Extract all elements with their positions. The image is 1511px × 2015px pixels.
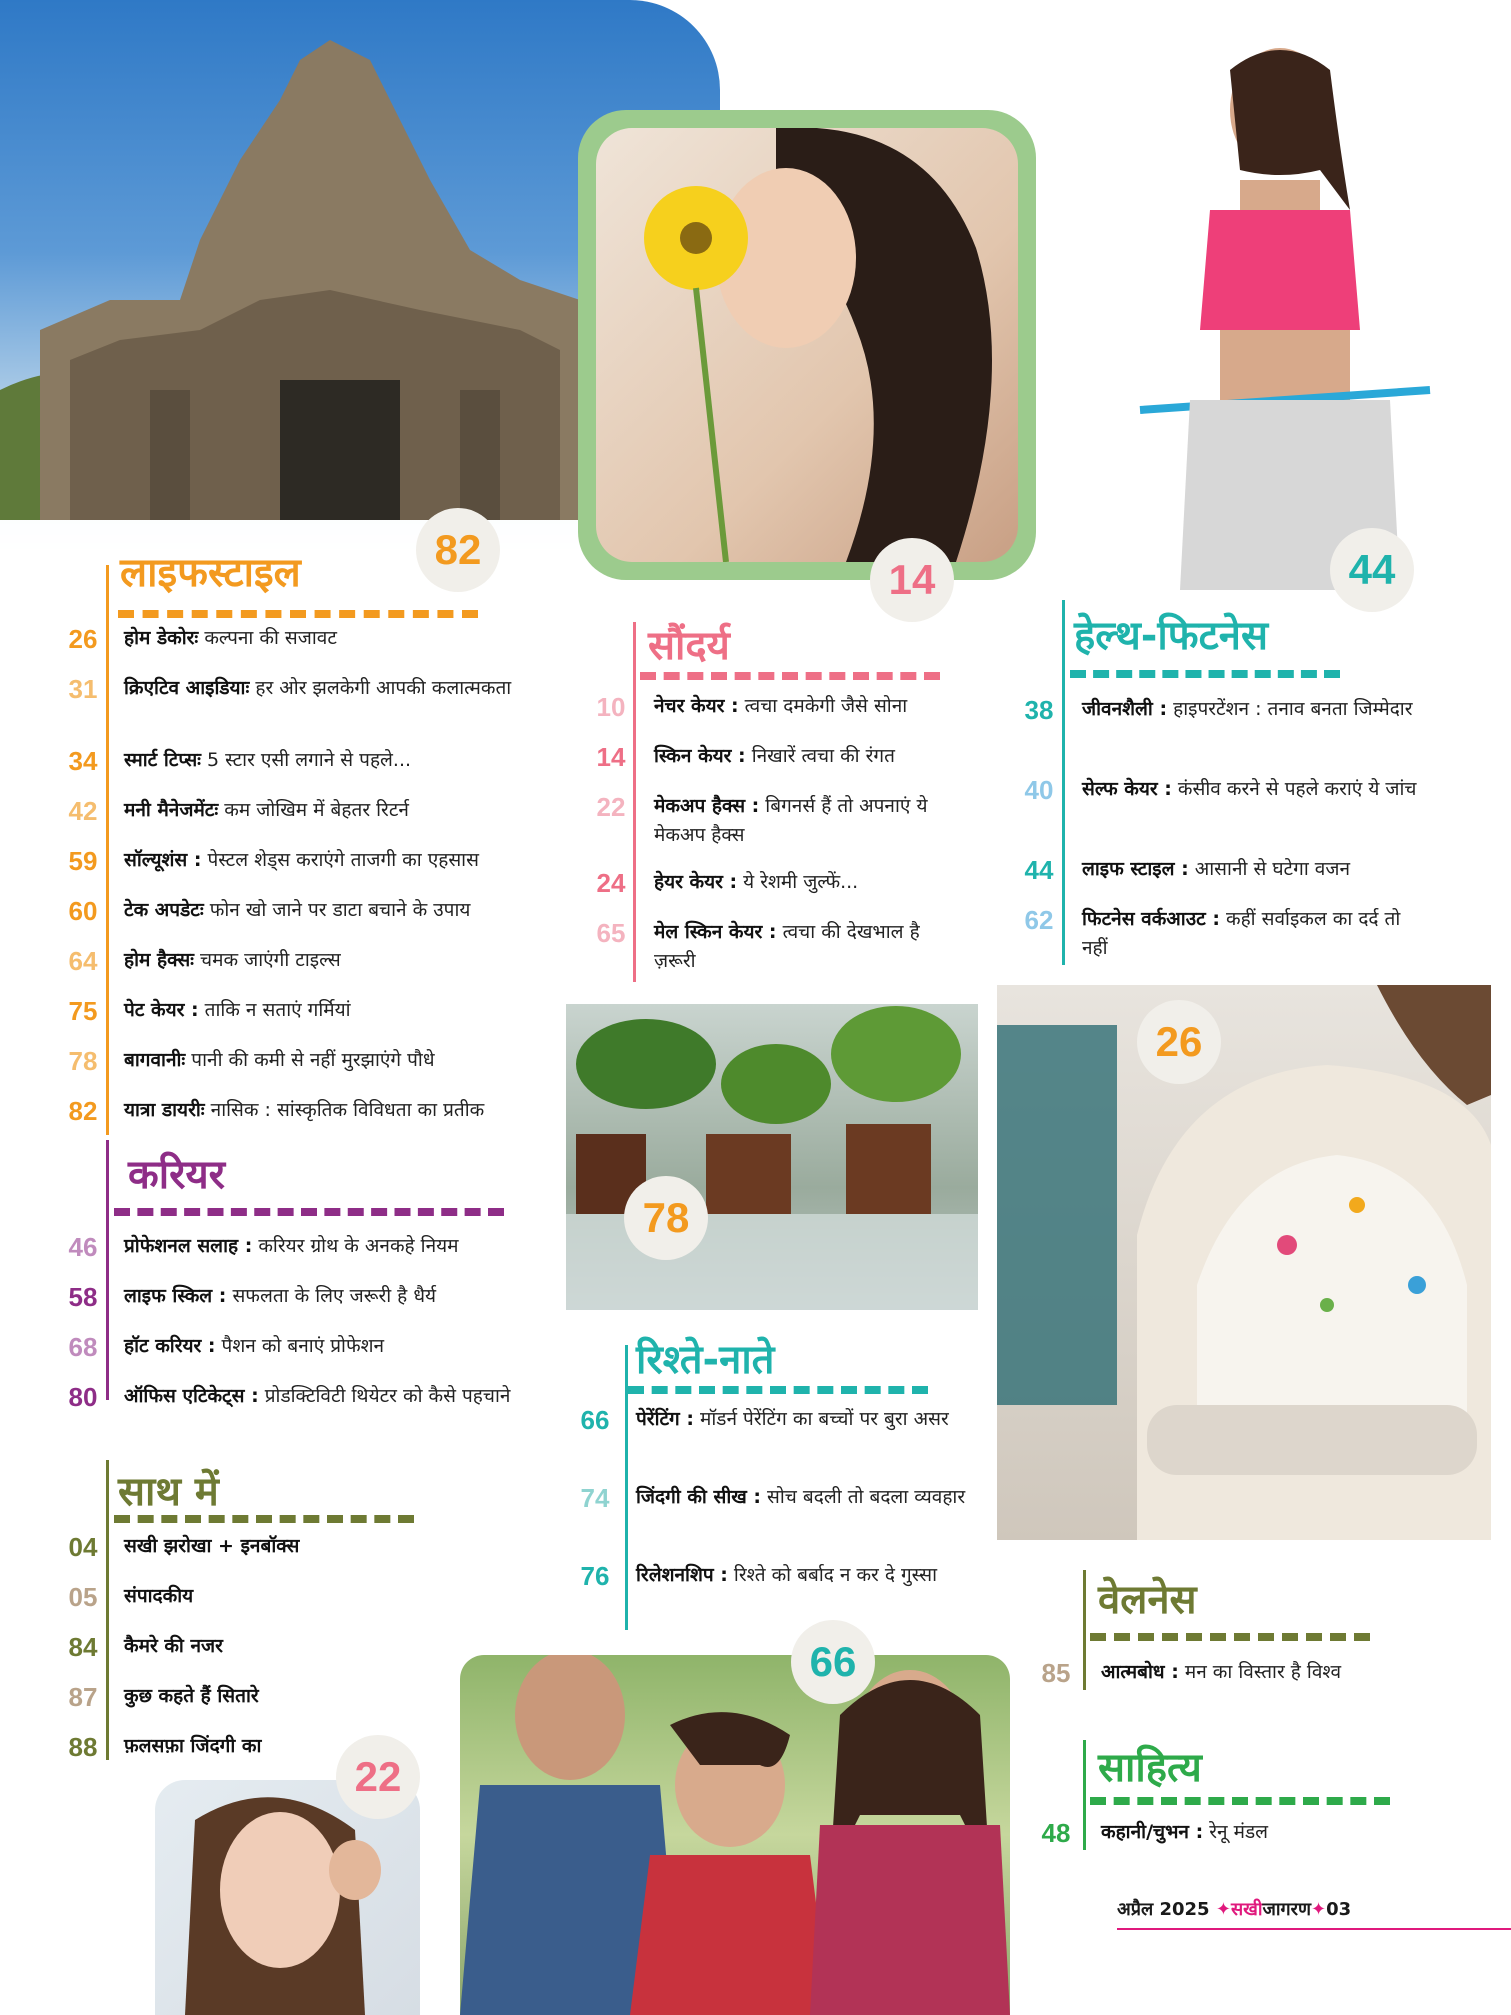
entry-text: रेनू मंडल bbox=[1203, 1821, 1269, 1843]
page-number: 84 bbox=[68, 1632, 98, 1662]
entry-label: स्किन केयर : bbox=[654, 745, 746, 767]
page-number: 60 bbox=[68, 896, 98, 926]
entry-label: ऑफिस एटिकेट्स : bbox=[124, 1385, 259, 1407]
footer-brand-rest: जागरण bbox=[1262, 1899, 1312, 1920]
page-number: 76 bbox=[580, 1561, 610, 1591]
toc-entry[interactable] bbox=[60, 846, 560, 896]
career-divider bbox=[114, 1208, 504, 1216]
bedroom-page-badge: 26 bbox=[1137, 1000, 1221, 1084]
entry-label: रिलेशनशिप : bbox=[636, 1564, 728, 1586]
page-number: 14 bbox=[596, 742, 626, 772]
page-number: 68 bbox=[68, 1332, 98, 1362]
beauty-page-badge: 14 bbox=[870, 538, 954, 622]
star-icon: ✦ bbox=[1215, 1899, 1231, 1920]
page-footer bbox=[1117, 1897, 1351, 1921]
page-number: 62 bbox=[1024, 905, 1054, 935]
bedroom-photo bbox=[997, 985, 1491, 1540]
toc-entry[interactable] bbox=[60, 1332, 560, 1382]
page-number: 58 bbox=[68, 1282, 98, 1312]
entry-label: मेकअप हैक्स : bbox=[654, 795, 760, 817]
page-number: 48 bbox=[1041, 1818, 1071, 1848]
makeup-page-badge: 22 bbox=[336, 1735, 420, 1819]
page-number: 64 bbox=[68, 946, 98, 976]
temple-page-badge: 82 bbox=[416, 508, 500, 592]
toc-entry[interactable] bbox=[60, 1532, 560, 1582]
entry-text: कहीं सर्वाइकल का दर्द तो नहीं bbox=[1082, 908, 1401, 959]
page-number: 22 bbox=[596, 792, 626, 822]
toc-entry[interactable] bbox=[572, 1561, 992, 1631]
toc-entry[interactable] bbox=[60, 1232, 560, 1282]
toc-entry[interactable] bbox=[1033, 1658, 1473, 1708]
entry-label: प्रोफेशनल सलाह : bbox=[124, 1235, 253, 1257]
toc-entry[interactable] bbox=[588, 692, 988, 742]
entry-label: सॉल्यूशंस : bbox=[124, 849, 202, 871]
entry-label: टेक अपडेटः bbox=[124, 899, 204, 921]
lifestyle-section-title: लाइफस्टाइल bbox=[120, 550, 301, 596]
literature-divider bbox=[1090, 1797, 1390, 1805]
beauty-section-title: सौंदर्य bbox=[648, 623, 730, 669]
page-number: 65 bbox=[596, 918, 626, 948]
entry-label: हेयर केयर : bbox=[654, 871, 738, 893]
toc-entry[interactable] bbox=[60, 946, 560, 996]
entry-text: पानी की कमी से नहीं मुरझाएंगे पौधे bbox=[185, 1049, 435, 1071]
toc-entry[interactable] bbox=[60, 896, 560, 946]
page-number: 10 bbox=[596, 692, 626, 722]
relations-list bbox=[572, 1405, 992, 1631]
entry-label: फ़लसफ़ा जिंदगी का bbox=[124, 1735, 262, 1757]
toc-entry[interactable] bbox=[60, 1682, 560, 1732]
toc-entry[interactable] bbox=[60, 996, 560, 1046]
page-number: 05 bbox=[68, 1582, 98, 1612]
entry-label: लाइफ स्किल : bbox=[124, 1285, 227, 1307]
toc-entry[interactable] bbox=[60, 1582, 560, 1632]
entry-text: सोच बदली तो बदला व्यवहार bbox=[761, 1486, 966, 1508]
entry-label: हॉट करियर : bbox=[124, 1335, 216, 1357]
entry-text: 5 स्टार एसी लगाने से पहले... bbox=[201, 749, 412, 771]
page-number: 26 bbox=[68, 624, 98, 654]
entry-label: मेल स्किन केयर : bbox=[654, 921, 777, 943]
beauty-list bbox=[588, 692, 988, 988]
toc-entry[interactable] bbox=[588, 742, 988, 792]
page-number: 74 bbox=[580, 1483, 610, 1513]
toc-entry[interactable] bbox=[60, 1046, 560, 1096]
plants-page-badge: 78 bbox=[624, 1176, 708, 1260]
page-number: 78 bbox=[68, 1046, 98, 1076]
toc-entry[interactable] bbox=[1016, 905, 1436, 975]
page-number: 59 bbox=[68, 846, 98, 876]
along-list bbox=[60, 1532, 560, 1782]
page-number: 34 bbox=[68, 746, 98, 776]
toc-entry[interactable] bbox=[588, 918, 988, 988]
footer-rule bbox=[1117, 1928, 1511, 1930]
along-divider bbox=[114, 1515, 414, 1523]
entry-text: फोन खो जाने पर डाटा बचाने के उपाय bbox=[203, 899, 471, 921]
career-list bbox=[60, 1232, 560, 1452]
entry-text: ताकि न सताएं गर्मियां bbox=[198, 999, 351, 1021]
entry-text: प्रोडक्टिविटी थियेटर को कैसे पहचाने bbox=[258, 1385, 511, 1407]
beauty-photo bbox=[596, 128, 1018, 562]
entry-label: सेल्फ केयर : bbox=[1082, 778, 1172, 800]
entry-label: कैमरे की नजर bbox=[124, 1635, 223, 1657]
toc-entry[interactable] bbox=[1016, 775, 1436, 855]
career-section-title: करियर bbox=[128, 1152, 225, 1198]
page-number: 85 bbox=[1041, 1658, 1071, 1688]
toc-entry[interactable] bbox=[572, 1405, 992, 1483]
page-number: 75 bbox=[68, 996, 98, 1026]
page-number: 80 bbox=[68, 1382, 98, 1412]
toc-entry[interactable] bbox=[1016, 695, 1436, 775]
entry-label: जिंदगी की सीख : bbox=[636, 1486, 761, 1508]
entry-text: मॉडर्न पेरेंटिंग का बच्चों पर बुरा असर bbox=[693, 1408, 949, 1430]
toc-entry[interactable] bbox=[60, 1282, 560, 1332]
entry-label: होम डेकोरः bbox=[124, 627, 199, 649]
wellness-section-title: वेलनेस bbox=[1098, 1577, 1197, 1623]
lifestyle-list bbox=[60, 624, 560, 1146]
entry-text: हर ओर झलकेगी आपकी कलात्मकता bbox=[249, 677, 512, 699]
toc-entry[interactable] bbox=[1016, 855, 1436, 905]
toc-entry[interactable] bbox=[60, 624, 560, 674]
toc-entry[interactable] bbox=[60, 1632, 560, 1682]
entry-label: पेरेंटिंग : bbox=[636, 1408, 694, 1430]
page-number: 46 bbox=[68, 1232, 98, 1262]
page-number: 44 bbox=[1024, 855, 1054, 885]
relations-divider bbox=[628, 1386, 928, 1394]
entry-label: सखी झरोखा + इनबॉक्स bbox=[124, 1535, 300, 1557]
footer-page-number: 03 bbox=[1326, 1899, 1352, 1920]
fitness-photo bbox=[1050, 30, 1511, 590]
plants-photo bbox=[566, 1004, 978, 1310]
entry-label: बागवानीः bbox=[124, 1049, 186, 1071]
entry-text: त्वचा की देखभाल है ज़रूरी bbox=[654, 921, 920, 972]
toc-entry[interactable] bbox=[60, 796, 560, 846]
entry-text: निखारें त्वचा की रंगत bbox=[745, 745, 895, 767]
toc-entry[interactable] bbox=[60, 1096, 560, 1146]
page-number: 04 bbox=[68, 1532, 98, 1562]
entry-text: करियर ग्रोथ के अनकहे नियम bbox=[252, 1235, 459, 1257]
entry-text: नासिक : सांस्कृतिक विविधता का प्रतीक bbox=[204, 1099, 485, 1121]
toc-entry[interactable] bbox=[60, 1382, 560, 1452]
toc-entry[interactable] bbox=[60, 746, 560, 796]
entry-label: होम हैक्सः bbox=[124, 949, 194, 971]
family-page-badge: 66 bbox=[791, 1620, 875, 1704]
entry-text: कम जोखिम में बेहतर रिटर्न bbox=[218, 799, 409, 821]
page-number: 40 bbox=[1024, 775, 1054, 805]
entry-label: जीवनशैली : bbox=[1082, 698, 1168, 720]
entry-label: पेट केयर : bbox=[124, 999, 199, 1021]
footer-date: अप्रैल 2025 bbox=[1117, 1899, 1210, 1920]
entry-text: मन का विस्तार है विश्व bbox=[1178, 1661, 1342, 1683]
toc-entry[interactable] bbox=[60, 674, 560, 746]
page-number: 82 bbox=[68, 1096, 98, 1126]
entry-label: आत्मबोध : bbox=[1101, 1661, 1179, 1683]
entry-text: कल्पना की सजावट bbox=[198, 627, 337, 649]
entry-text: पेस्टल शेड्स कराएंगे ताजगी का एहसास bbox=[201, 849, 479, 871]
star-icon: ✦ bbox=[1311, 1899, 1327, 1920]
entry-text: चमक जाएंगी टाइल्स bbox=[194, 949, 341, 971]
entry-text: हाइपरटेंशन : तनाव बनता जिम्मेदार bbox=[1167, 698, 1413, 720]
footer-brand: सखी bbox=[1230, 1899, 1263, 1920]
toc-entry[interactable] bbox=[588, 792, 988, 868]
toc-entry[interactable] bbox=[588, 868, 988, 918]
along-section-title: साथ में bbox=[118, 1469, 219, 1515]
entry-label: मनी मैनेजमेंटः bbox=[124, 799, 219, 821]
wellness-divider bbox=[1090, 1633, 1370, 1641]
entry-text: रिश्ते को बर्बाद न कर दे गुस्सा bbox=[727, 1564, 938, 1586]
relations-section-title: रिश्ते-नाते bbox=[636, 1337, 775, 1383]
entry-label: कुछ कहते हैं सितारे bbox=[124, 1685, 259, 1707]
entry-label: नेचर केयर : bbox=[654, 695, 739, 717]
toc-entry[interactable] bbox=[60, 1732, 560, 1782]
entry-label: क्रिएटिव आइडियाः bbox=[124, 677, 250, 699]
page-number: 31 bbox=[68, 674, 98, 704]
entry-label: लाइफ स्टाइल : bbox=[1082, 858, 1189, 880]
page-number: 66 bbox=[580, 1405, 610, 1435]
lifestyle-divider bbox=[118, 610, 478, 618]
entry-text: ये रेशमी जुल्फें... bbox=[737, 871, 859, 893]
page-number: 42 bbox=[68, 796, 98, 826]
page-number: 38 bbox=[1024, 695, 1054, 725]
health-divider bbox=[1070, 670, 1340, 678]
entry-label: कहानी/चुभन : bbox=[1101, 1821, 1204, 1843]
entry-label: यात्रा डायरीः bbox=[124, 1099, 205, 1121]
health-list bbox=[1016, 695, 1436, 975]
page-number: 24 bbox=[596, 868, 626, 898]
entry-text: पैशन को बनाएं प्रोफेशन bbox=[215, 1335, 385, 1357]
page-number: 88 bbox=[68, 1732, 98, 1762]
toc-entry[interactable] bbox=[572, 1483, 992, 1561]
entry-text: कंसीव करने से पहले कराएं ये जांच bbox=[1171, 778, 1417, 800]
entry-text: त्वचा दमकेगी जैसे सोना bbox=[738, 695, 908, 717]
health-section-title: हेल्थ-फिटनेस bbox=[1074, 613, 1269, 659]
wellness-list bbox=[1033, 1658, 1473, 1708]
entry-label: फिटनेस वर्कआउट : bbox=[1082, 908, 1220, 930]
literature-list bbox=[1033, 1818, 1473, 1868]
beauty-photo-frame bbox=[578, 110, 1036, 580]
entry-text: सफलता के लिए जरूरी है धैर्य bbox=[226, 1285, 437, 1307]
entry-text: आसानी से घटेगा वजन bbox=[1188, 858, 1351, 880]
literature-section-title: साहित्य bbox=[1098, 1745, 1202, 1791]
entry-label: स्मार्ट टिप्सः bbox=[124, 749, 202, 771]
entry-label: संपादकीय bbox=[124, 1585, 194, 1607]
toc-entry[interactable] bbox=[1033, 1818, 1473, 1868]
page-number: 87 bbox=[68, 1682, 98, 1712]
fitness-page-badge: 44 bbox=[1330, 528, 1414, 612]
beauty-divider bbox=[640, 672, 940, 680]
entry-text: बिगनर्स हैं तो अपनाएं ये मेकअप हैक्स bbox=[654, 795, 928, 846]
